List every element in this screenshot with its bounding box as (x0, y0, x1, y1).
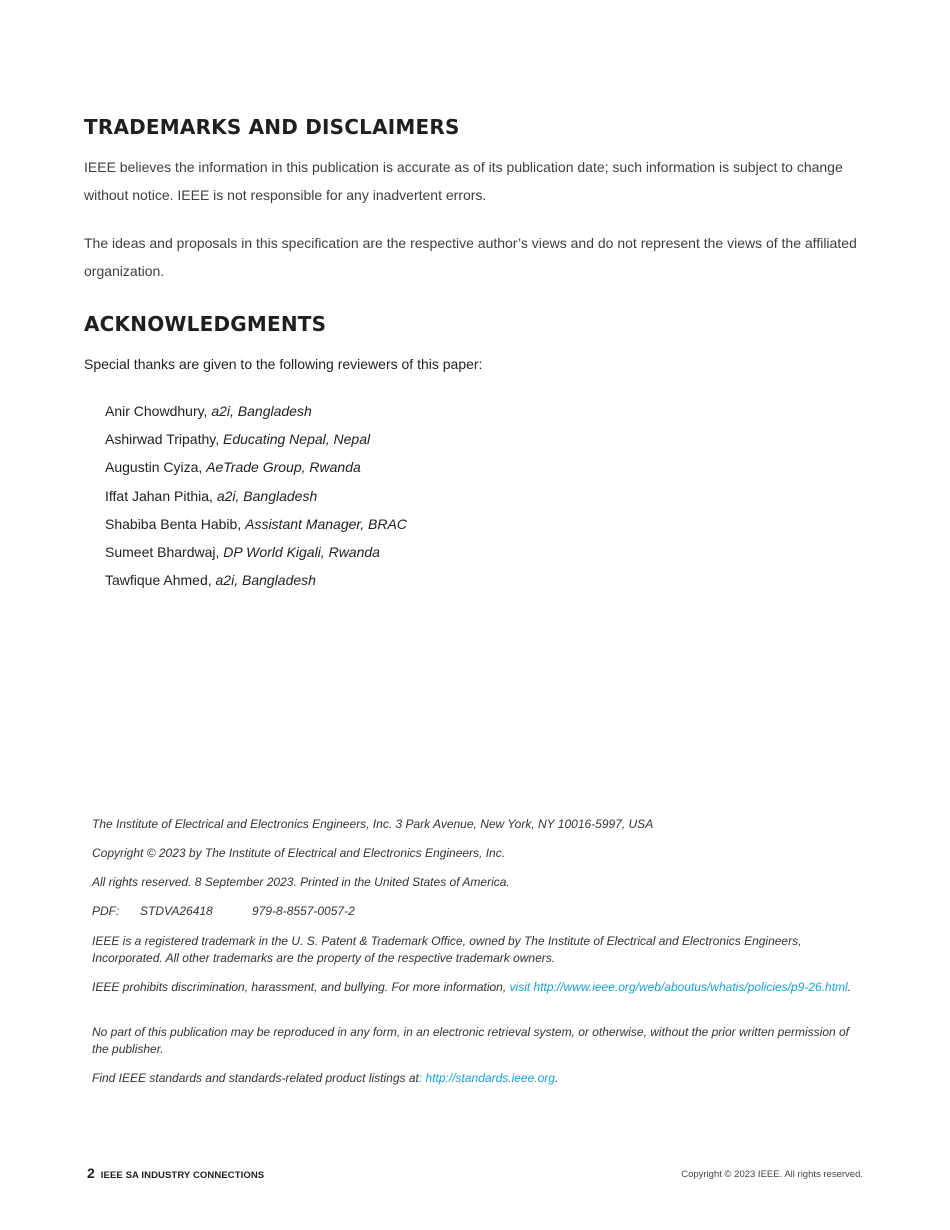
reviewer-name: Shabiba Benta Habib, (105, 515, 242, 532)
copyright-text: Copyright © 2023 by The Institute of Electrical and Electronics Engineers, Inc. (92, 846, 506, 860)
trademarks-heading: TRADEMARKS AND DISCLAIMERS (84, 115, 460, 139)
list-item (105, 453, 407, 481)
reviewer-affiliation: AeTrade Group, Rwanda (206, 459, 361, 476)
disclaimer-paragraph-1: IEEE believes the information in this publication is accurate as of its publication date; such information is subject to change without notice. IEEE is not responsible for any inadvertent errors. (84, 159, 843, 203)
list-item (105, 566, 407, 594)
policy-link[interactable]: visit http://www.ieee.org/web/aboutus/whatis/policies/p9-26.html (509, 980, 848, 994)
list-item (105, 482, 407, 510)
series-label: IEEE SA INDUSTRY CONNECTIONS (100, 1170, 265, 1181)
acknowledgments-intro: Special thanks are given to the following reviewers of this paper: (84, 356, 483, 372)
reviewer-name: Tawfique Ahmed, (105, 572, 212, 589)
rights-text: All rights reserved. 8 September 2023. Printed in the United States of America. (92, 875, 510, 889)
reviewer-name: Ashirwad Tripathy, (105, 431, 220, 448)
pdf-code: STDVA26418 (140, 904, 213, 918)
disclaimer-paragraph-2: The ideas and proposals in this specification are the respective author’s views and do not represent the views of the affiliated organization. (84, 235, 857, 279)
trademark-text: IEEE is a registered trademark in the U. S. Patent & Trademark Office, owned by The Institute of Electrical and Electronics Engineers, Incorporated. All other trademarks are the property of the respective trademark owners. (92, 934, 802, 965)
ieee-address (92, 816, 852, 833)
page-footer-copyright: Copyright © 2023 IEEE. All rights reserved. (681, 1169, 863, 1180)
reproduction-text: No part of this publication may be reproduced in any form, in an electronic retrieval system, or otherwise, without the prior written permission of the publisher. (92, 1025, 850, 1056)
rights-notice (92, 874, 852, 891)
page-number: 2 (87, 1165, 95, 1181)
list-item (105, 510, 407, 538)
standards-link[interactable]: : http://standards.ieee.org (418, 1071, 555, 1085)
reviewer-affiliation: a2i, Bangladesh (211, 403, 312, 419)
policy-notice: IEEE prohibits discrimination, harassment, and bullying. For more information, visit http://www.ieee.org/web/aboutus/whatis/policies/p9-26.html. (92, 980, 852, 994)
list-item (105, 425, 407, 453)
list-item (105, 538, 407, 566)
reviewer-name: Sumeet Bhardwaj, (105, 544, 220, 561)
standards-text: Find IEEE standards and standards-related product listings at (92, 1071, 419, 1085)
reproduction-notice (92, 1024, 852, 1057)
policy-text: IEEE prohibits discrimination, harassment, and bullying. For more information, (92, 980, 507, 994)
copyright-notice (92, 845, 852, 862)
standards-listing: Find IEEE standards and standards-related product listings at: http://standards.ieee.org. (92, 1071, 559, 1085)
reviewer-affiliation: Assistant Manager, BRAC (245, 515, 407, 532)
pdf-label: PDF: (92, 904, 120, 918)
reviewer-affiliation: a2i, Bangladesh (215, 572, 316, 589)
list-item (105, 397, 407, 425)
reviewer-name: Iffat Jahan Pithia, (105, 487, 213, 504)
acknowledgments-heading: ACKNOWLEDGMENTS (84, 312, 327, 336)
trademark-notice (92, 933, 852, 966)
pdf-identifiers (92, 903, 852, 920)
reviewer-affiliation: DP World Kigali, Rwanda (223, 544, 380, 561)
reviewer-list (105, 397, 407, 594)
reviewer-name: Anir Chowdhury, (105, 403, 208, 419)
reviewer-affiliation: a2i, Bangladesh (216, 487, 318, 504)
reviewer-affiliation: Educating Nepal, Nepal (223, 431, 371, 448)
page-footer-left (87, 1165, 264, 1183)
pdf-isbn: 979-8-8557-0057-2 (252, 904, 355, 918)
reviewer-name: Augustin Cyiza, (105, 459, 203, 476)
address-text: The Institute of Electrical and Electronics Engineers, Inc. 3 Park Avenue, New York, NY 10016-5997, USA (92, 817, 654, 831)
